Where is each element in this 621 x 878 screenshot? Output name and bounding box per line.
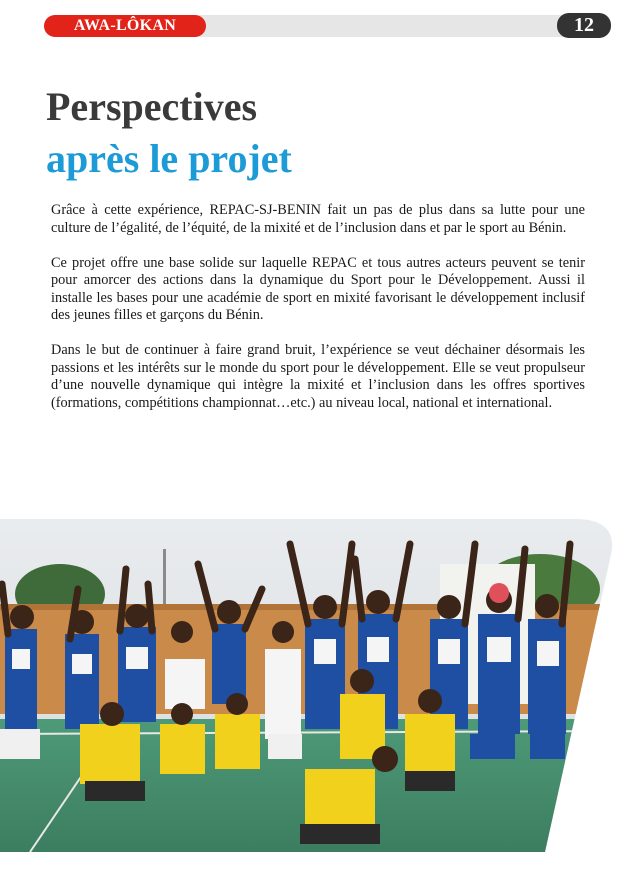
- paragraph-1: Grâce à cette expérience, REPAC-SJ-BENIN fait un pas de plus dans sa lutte pour une culture de l’égalité, de l’équité, de la mixité et de l’inclusion dans et par le sport au Bénin.: [51, 202, 585, 236]
- paragraph-3: Dans le but de continuer à faire grand bruit, l’expérience se veut déchainer désormais les passions et les intérêts sur le monde du sport pour le développement. Elle se veut propulseur d’une nouvelle dynamique qui intègre la mixité et l’inclusion dans les offres sportives (formations, compétitions championnat…etc.) au niveau local, national et international.: [51, 342, 585, 411]
- paragraph-2: Ce projet offre une base solide sur laquelle REPAC et tous autres acteurs peuvent se tenir pour amorcer des actions dans la dynamique du Sport pour le Développement. Aussi il installe les bases pour une académie de sport en mixité favorisant le développement inclusif des jeunes filles et garçons du Bénin.: [51, 254, 585, 323]
- team-photo: [0, 519, 621, 852]
- title-line-2: après le projet: [46, 136, 292, 181]
- team-photo-illustration: [0, 519, 621, 852]
- article-body: [51, 202, 585, 430]
- title-line-1: Perspectives: [46, 84, 258, 129]
- page-number-badge: 12: [557, 13, 611, 38]
- publication-tag: AWA-LÔKAN: [44, 15, 206, 37]
